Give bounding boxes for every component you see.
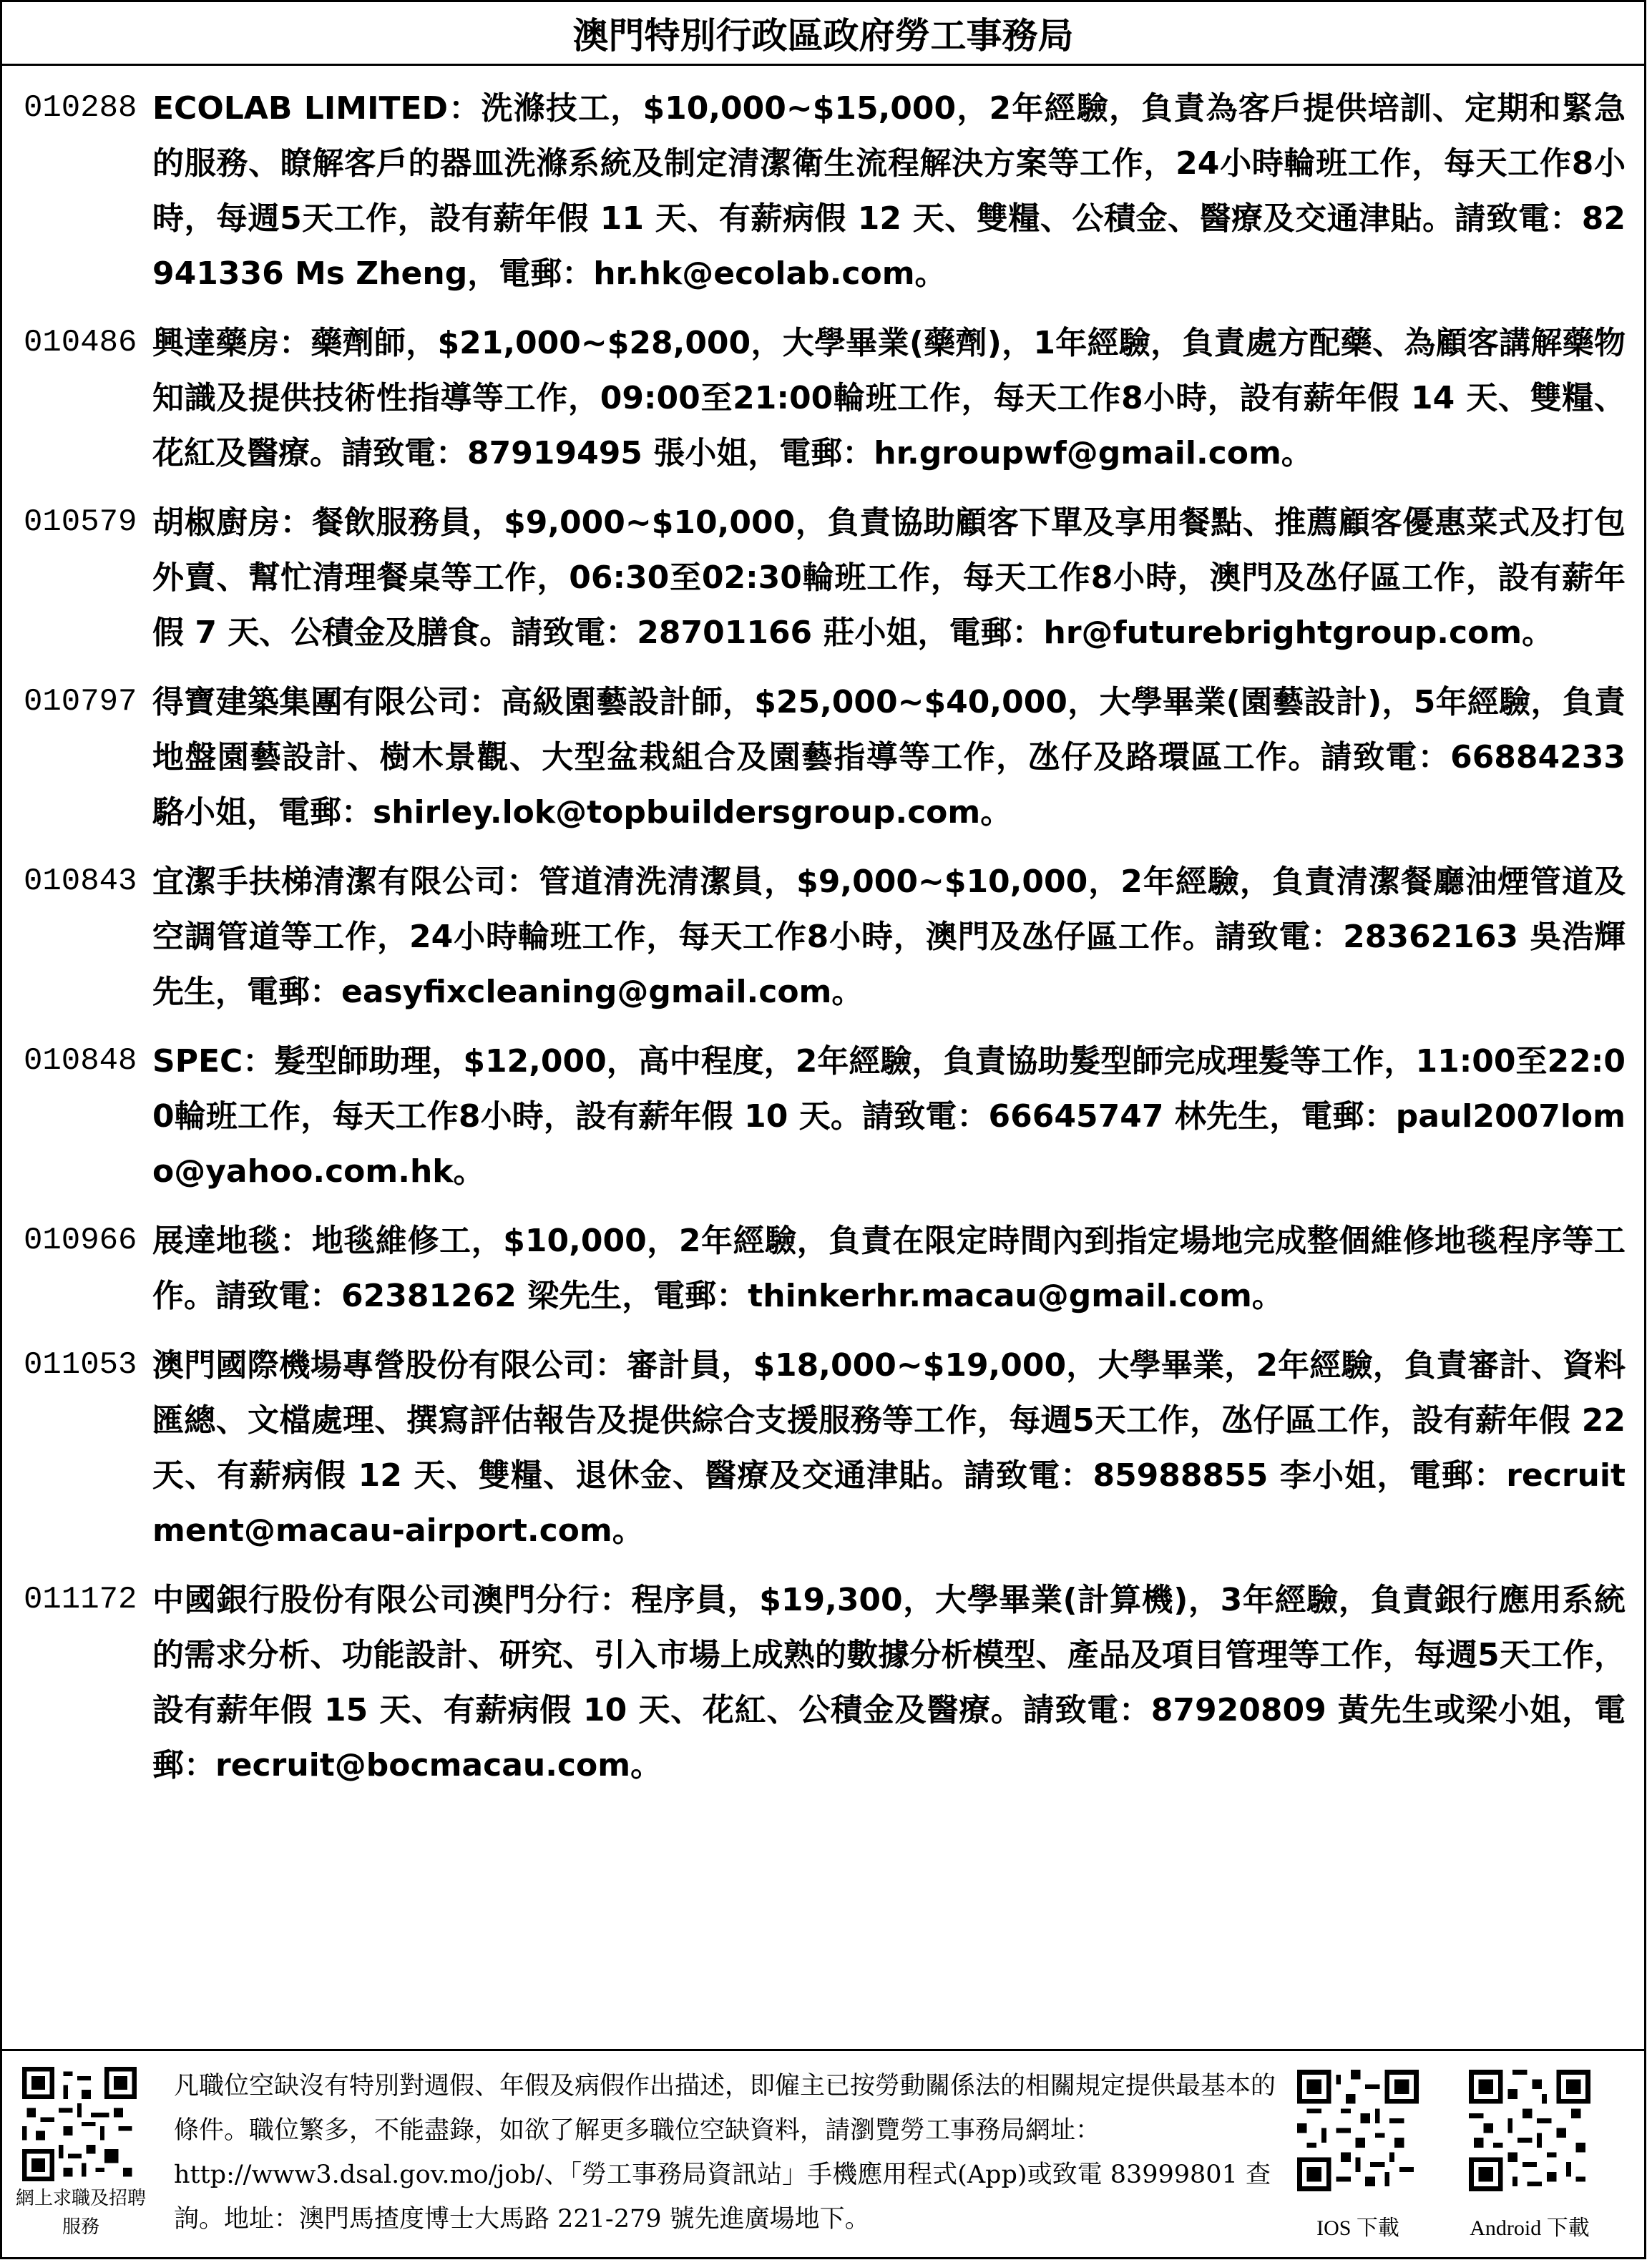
job-code: 010966 (24, 1223, 137, 1258)
job-description: 澳門國際機場專營股份有限公司：審計員，$18,000~$19,000，大學畢業，2年經驗，負責審計、資料匯總、文檔處理、撰寫評估報告及提供綜合支援服務等工作，每週5天工作，氹仔區工作，設有薪年假 22 天、有薪病假 12 天、雙糧、退休金、醫療及交通津貼。請致電：85988855 李小姐，電郵：recruitment@macau-airport.com。 (152, 1347, 1626, 1549)
android-download-label: Android 下載 (1470, 2216, 1590, 2240)
job-code: 010288 (24, 90, 137, 126)
job-listing-010797 (2, 675, 1644, 840)
job-code: 010579 (24, 504, 137, 540)
job-listing-010579 (2, 495, 1644, 660)
ios-download-label: IOS 下載 (1316, 2216, 1399, 2240)
job-listing-011053 (2, 1338, 1644, 1558)
job-listing-010843 (2, 854, 1644, 1019)
job-listing-010486 (2, 315, 1644, 481)
job-code: 011053 (24, 1347, 137, 1383)
job-description: 胡椒廚房：餐飲服務員，$9,000~$10,000，負責協助顧客下單及享用餐點、推薦顧客優惠菜式及打包外賣、幫忙清理餐桌等工作，06:30至02:30輪班工作，每天工作8小時，澳門及氹仔區工作，設有薪年假 7 天、公積金及膳食。請致電：28701166 莊小姐，電郵：hr@futurebrightgroup.com。 (152, 504, 1626, 651)
qr-code-icon[interactable] (1297, 2070, 1419, 2191)
online-job-service-label: 網上求職及招聘服務 (15, 2188, 146, 2238)
job-code: 011172 (24, 1582, 137, 1618)
footer-notice: 凡職位空缺沒有特別對週假、年假及病假作出描述，即僱主已按勞動關係法的相關規定提供最基本的條件。職位繁多，不能盡錄，如欲了解更多職位空缺資料，請瀏覽勞工事務局網址：http://www3.dsal.gov.mo/job/、「勞工事務局資訊站」手機應用程式(App)或致電 83999801 查詢。地址：澳門馬揸度博士大馬路 221-279 號先進廣場地下。 (174, 2072, 1276, 2234)
job-description: SPEC：髮型師助理，$12,000，高中程度，2年經驗，負責協助髮型師完成理髮等工作，11:00至22:00輪班工作，每天工作8小時，設有薪年假 10 天。請致電：66645747 林先生，電郵：paul2007lomo@yahoo.com.hk。 (152, 1043, 1626, 1190)
page-title: 澳門特別行政區政府勞工事務局 (572, 15, 1074, 57)
job-code: 010797 (24, 684, 137, 720)
job-code: 010843 (24, 864, 137, 899)
job-description: 展達地毯：地毯維修工，$10,000，2年經驗，負責在限定時間內到指定場地完成整個維修地毯程序等工作。請致電：62381262 梁先生，電郵：thinkerhr.macau@gmail.com。 (152, 1223, 1626, 1314)
job-code: 010848 (24, 1043, 137, 1079)
qr-code-icon[interactable] (1469, 2070, 1590, 2191)
job-description: 興達藥房：藥劑師，$21,000~$28,000，大學畢業(藥劑)，1年經驗，負責處方配藥、為顧客講解藥物知識及提供技術性指導等工作，09:00至21:00輪班工作，每天工作8小時，設有薪年假 14 天、雙糧、花紅及醫療。請致電：87919495 張小姐，電郵：hr.groupwf@gmail.com。 (152, 325, 1626, 471)
qr-code-icon[interactable] (22, 2067, 137, 2181)
job-description: 宜潔手扶梯清潔有限公司：管道清洗清潔員，$9,000~$10,000，2年經驗，負責清潔餐廳油煙管道及空調管道等工作，24小時輪班工作，每天工作8小時，澳門及氹仔區工作。請致電：28362163 吳浩輝先生，電郵：easyfixcleaning@gmail.com。 (152, 864, 1626, 1010)
job-listing-011172 (2, 1572, 1644, 1793)
job-description: 得寶建築集團有限公司：高級園藝設計師，$25,000~$40,000，大學畢業(園藝設計)，5年經驗，負責地盤園藝設計、樹木景觀、大型盆栽組合及園藝指導等工作，氹仔及路環區工作。請致電：66884233 駱小姐，電郵：shirley.lok@topbuildersgroup.com。 (152, 684, 1626, 831)
job-listings (2, 81, 1644, 1807)
job-code: 010486 (24, 325, 137, 361)
job-listing-010966 (2, 1213, 1644, 1324)
page-header (2, 2, 1644, 66)
job-description: ECOLAB LIMITED：洗滌技工，$10,000~$15,000，2年經驗，負責為客戶提供培訓、定期和緊急的服務、瞭解客戶的器皿洗滌系統及制定清潔衛生流程解決方案等工作，24小時輪班工作，每天工作8小時，每週5天工作，設有薪年假 11 天、有薪病假 12 天、雙糧、公積金、醫療及交通津貼。請致電：82941336 Ms Zheng，電郵：hr.hk@ecolab.com。 (152, 90, 1626, 292)
job-listing-010288 (2, 81, 1644, 301)
job-description: 中國銀行股份有限公司澳門分行：程序員，$19,300，大學畢業(計算機)，3年經驗，負責銀行應用系統的需求分析、功能設計、研究、引入市場上成熟的數據分析模型、產品及項目管理等工作，每週5天工作，設有薪年假 15 天、有薪病假 10 天、花紅、公積金及醫療。請致電：87920809 黃先生或梁小姐，電郵：recruit@bocmacau.com。 (152, 1582, 1626, 1784)
page-footer (2, 2049, 1644, 2257)
job-listing-010848 (2, 1034, 1644, 1199)
